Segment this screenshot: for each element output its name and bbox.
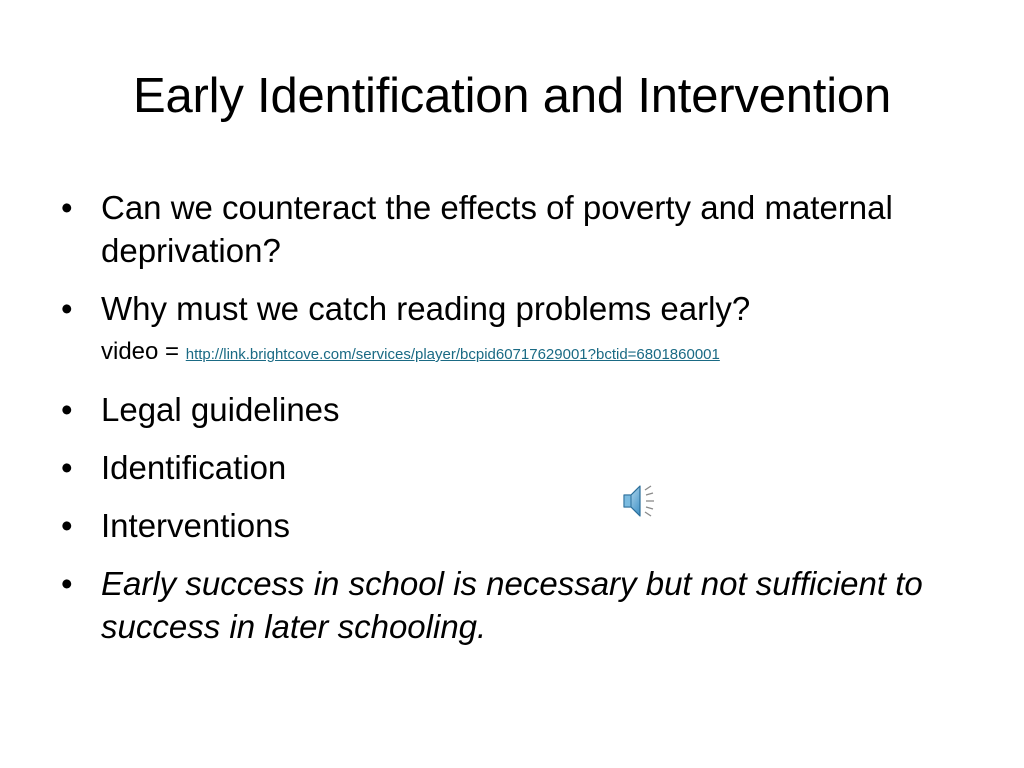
bullet-symbol: • (61, 189, 73, 226)
video-label: video = (101, 338, 186, 365)
bullet-text: Interventions (101, 507, 290, 544)
bullet-text: Early success in school is necessary but not sufficient to success in later schooling. (101, 565, 923, 645)
bullet-symbol: • (61, 391, 73, 428)
video-link[interactable]: http://link.brightcove.com/services/player/bcpid60717629001?bctid=6801860001 (185, 346, 720, 363)
bullet-item (58, 504, 958, 547)
speaker-graphic (620, 481, 662, 521)
video-link-line (58, 336, 958, 370)
bullet-text: Why must we catch reading problems early? (101, 290, 751, 327)
bullet-item (58, 186, 958, 272)
bullet-text: Legal guidelines (101, 391, 340, 428)
bullet-item (58, 287, 958, 330)
bullet-text: Can we counteract the effects of poverty and maternal deprivation? (101, 189, 893, 269)
bullet-symbol: • (61, 290, 73, 327)
slide-title: Early Identification and Intervention (132, 69, 891, 123)
sound-speaker-icon[interactable] (620, 481, 662, 521)
bullet-text: Identification (101, 449, 287, 486)
bullet-item (58, 446, 958, 489)
bullet-item (58, 562, 958, 648)
bullet-symbol: • (61, 507, 73, 544)
bullet-symbol: • (61, 565, 73, 602)
bullet-list (58, 186, 958, 663)
bullet-symbol: • (61, 449, 73, 486)
bullet-item (58, 388, 958, 431)
